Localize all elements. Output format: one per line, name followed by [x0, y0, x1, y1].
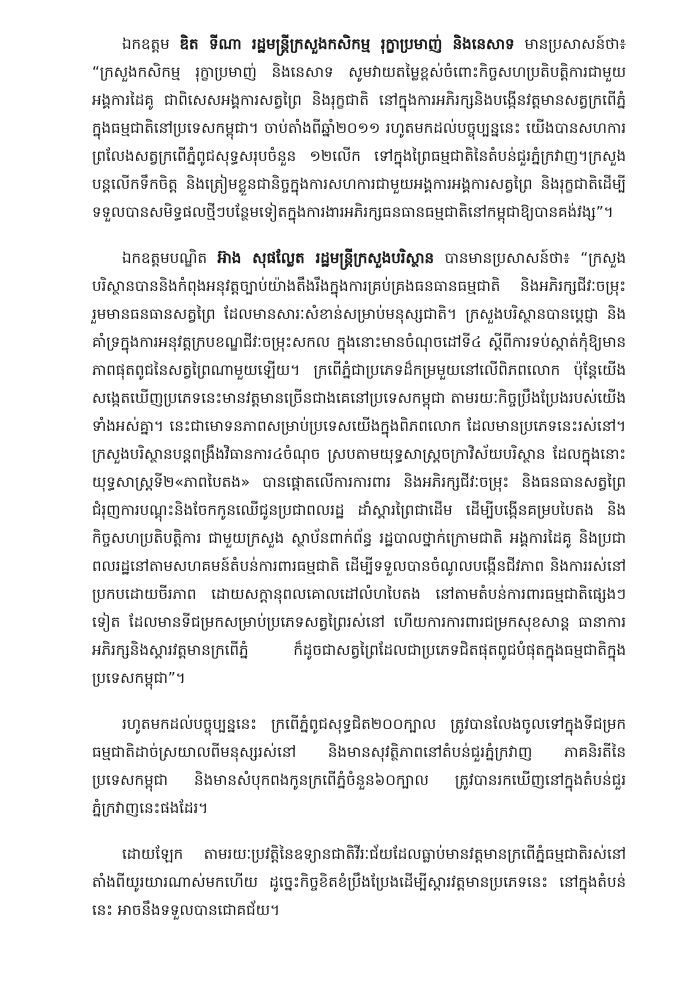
paragraph-1-speaker: ឌិត ទីណា រដ្ឋមន្ត្រីក្រសួងកសិកម្ម រុក្ខាប្រមាញ់ និងនេសាទ — [179, 35, 515, 53]
paragraph-4 — [92, 840, 626, 924]
document-page — [92, 30, 626, 942]
paragraph-4-text: ដោយឡែក តាមរយៈប្រវត្តិនៃឧទ្យានជាតិវីរៈជ័យដែលធ្លាប់មានវត្តមានក្រពើភ្នំធម្មជាតិរស់នៅតាំងពីយូរយារណាស់មកហើយ ដូច្នេះកិច្ចខិតខំប្រឹងប្រែងដើម្បីស្តារវត្តមានប្រភេទនេះ នៅក្នុងតំបន់នេះ អាចនឹងទទួលបានជោគជ័យ។ — [92, 845, 626, 919]
paragraph-1-text: មានប្រសាសន៍ថា៖ “ក្រសួងកសិកម្ម រុក្ខាប្រមាញ់ និងនេសាទ សូមវាយតម្លៃខ្ពស់ចំពោះកិច្ចសហប្រតិបត្តិការជាមួយអង្គការដៃគូ ជាពិសេសអង្គការសត្វព្រៃ និងរុក្ខជាតិ នៅក្នុងការអភិរក្សនិងបង្កើនវត្តមានសត្វក្រពើភ្នំក្នុងធម្មជាតិនៅប្រទេសកម្ពុជា។ ចាប់តាំងពីឆ្នាំ២០១១ រហូតមកដល់បច្ចុប្បន្ននេះ យើងបានសហការព្រលែងសត្វក្រពើភ្នំពូជសុទ្ធសរុបចំនួន ១២លើក ទៅក្នុងព្រៃធម្មជាតិនៃតំបន់ជួរភ្នំក្រវាញ។ក្រសួងបន្តលើកទឹកចិត្ត និងត្រៀមខ្លួនជានិច្ចក្នុងការសហការជាមួយអង្គការអង្គការសត្វព្រៃ និងរុក្ខជាតិដើម្បីទទួលបានសមិទ្ធផលថ្មីៗបន្ថែមទៀតក្នុងការងារអភិរក្សធនធានធម្មជាតិនៅកម្ពុជាឱ្យបានគង់វង្ស”។ — [92, 35, 626, 221]
paragraph-2-speaker: អ៊ាង សុផល្លែត រដ្ឋមន្ត្រីក្រសួងបរិស្ថាន — [217, 249, 435, 267]
paragraph-2-text: បានមានប្រសាសន៍ថា៖ “ក្រសួងបរិស្ថានបាននិងកំពុងអនុវត្តច្បាប់យ៉ាងតឹងរឹងក្នុងការគ្រប់គ្រងធនធានធម្មជាតិ និងអភិរក្សជីវៈចម្រុះ រួមមានធនធានសត្វព្រៃ ដែលមានសារៈសំខាន់សម្រាប់មនុស្សជាតិ។ ក្រសួងបរិស្ថានបានប្តេជ្ញា និងគាំទ្រក្នុងការអនុវត្តក្របខណ្ឌជីវៈចម្រុះសកល ក្នុងនោះមានចំណុចដៅទី៤ ស្តីពីការទប់ស្កាត់កុំឱ្យមានភាពផុតពូជនៃសត្វព្រៃណាមួយឡើយ។ ក្រពើភ្នំជាប្រភេទដ៏កម្រមួយនៅលើពិភពលោក ប៉ុន្តែយើងសង្កេតឃើញប្រភេទនេះមានវត្តមានច្រើនជាងគេនៅប្រទេសកម្ពុជា តាមរយៈកិច្ចប្រឹងប្រែងរបស់យើងទាំងអស់គ្នា។ នេះជាមោទនភាពសម្រាប់ប្រទេសយើងក្នុងពិភពលោក ដែលមានប្រភេទនេះរស់នៅ។ ក្រសួងបរិស្ថានបន្តពង្រឹងវិធានការ៤ចំណុច ស្របតាមយុទ្ធសាស្ត្រចក្រាវិស័យបរិស្ថាន ដែលក្នុងនោះយុទ្ធសាស្ត្រទី២«ភាពបៃតង» បានផ្តោតលើការការពារ និងអភិរក្សជីវៈចម្រុះ និងធនធានសត្វព្រៃ ជំរុញការបណ្តុះនិងចែកកូនឈើជូនប្រជាពលរដ្ឋ ដាំស្តារព្រៃជាដើម ដើម្បីបង្កើនគម្របបៃតង និងកិច្ចសហប្រតិបត្តិការ ជាមួយក្រសួង ស្ថាប័នពាក់ព័ន្ធ រដ្ឋបាលថ្នាក់ក្រោមជាតិ អង្គការដៃគូ និងប្រជាពលរដ្ឋនៅតាមសហគមន៍តំបន់ការពារធម្មជាតិ ដើម្បីទទួលបានចំណូលបង្កើនជីវភាព និងការរស់នៅប្រកបដោយចីរភាព ដោយសក្តានុពលគោលដៅលំហបៃតង នៅតាមតំបន់ការពារធម្មជាតិផ្សេងៗទៀត ដែលមានទីជម្រកសម្រាប់ប្រភេទសត្វព្រៃរស់នៅ ហើយការការពារជម្រកសុខសាន្ត ធានាការអភិរក្សនិងស្តារវត្តមានក្រពើភ្នំ ក៏ដូចជាសត្វព្រៃដែលជាប្រភេទជិតផុតពូជបំផុតក្នុងធម្មជាតិក្នុងប្រទេសកម្ពុជា”។ — [92, 249, 626, 687]
paragraph-3-text: រហូតមកដល់បច្ចុប្បន្ននេះ ក្រពើភ្នំពូជសុទ្ធជិត២០០ក្បាល ត្រូវបានលែងចូលទៅក្នុងទីជម្រកធម្មជាតិដាច់ស្រយាលពីមនុស្សរស់នៅ និងមានសុវត្ថិភាពនៅតំបន់ជួរភ្នំក្រវាញ ភាគនិរតីនៃប្រទេសកម្ពុជា និងមានសំបុកពងកូនក្រពើភ្នំចំនួន៦០ក្បាល ត្រូវបានរកឃើញនៅក្នុងតំបន់ជួរភ្នំក្រវាញនេះផងដែរ។ — [92, 715, 626, 817]
paragraph-2-prefix: ឯកឧត្តមបណ្ឌិត — [122, 249, 218, 267]
paragraph-2 — [92, 244, 626, 692]
paragraph-1-prefix: ឯកឧត្តម — [122, 35, 180, 53]
paragraph-3 — [92, 710, 626, 822]
paragraph-1 — [92, 30, 626, 226]
